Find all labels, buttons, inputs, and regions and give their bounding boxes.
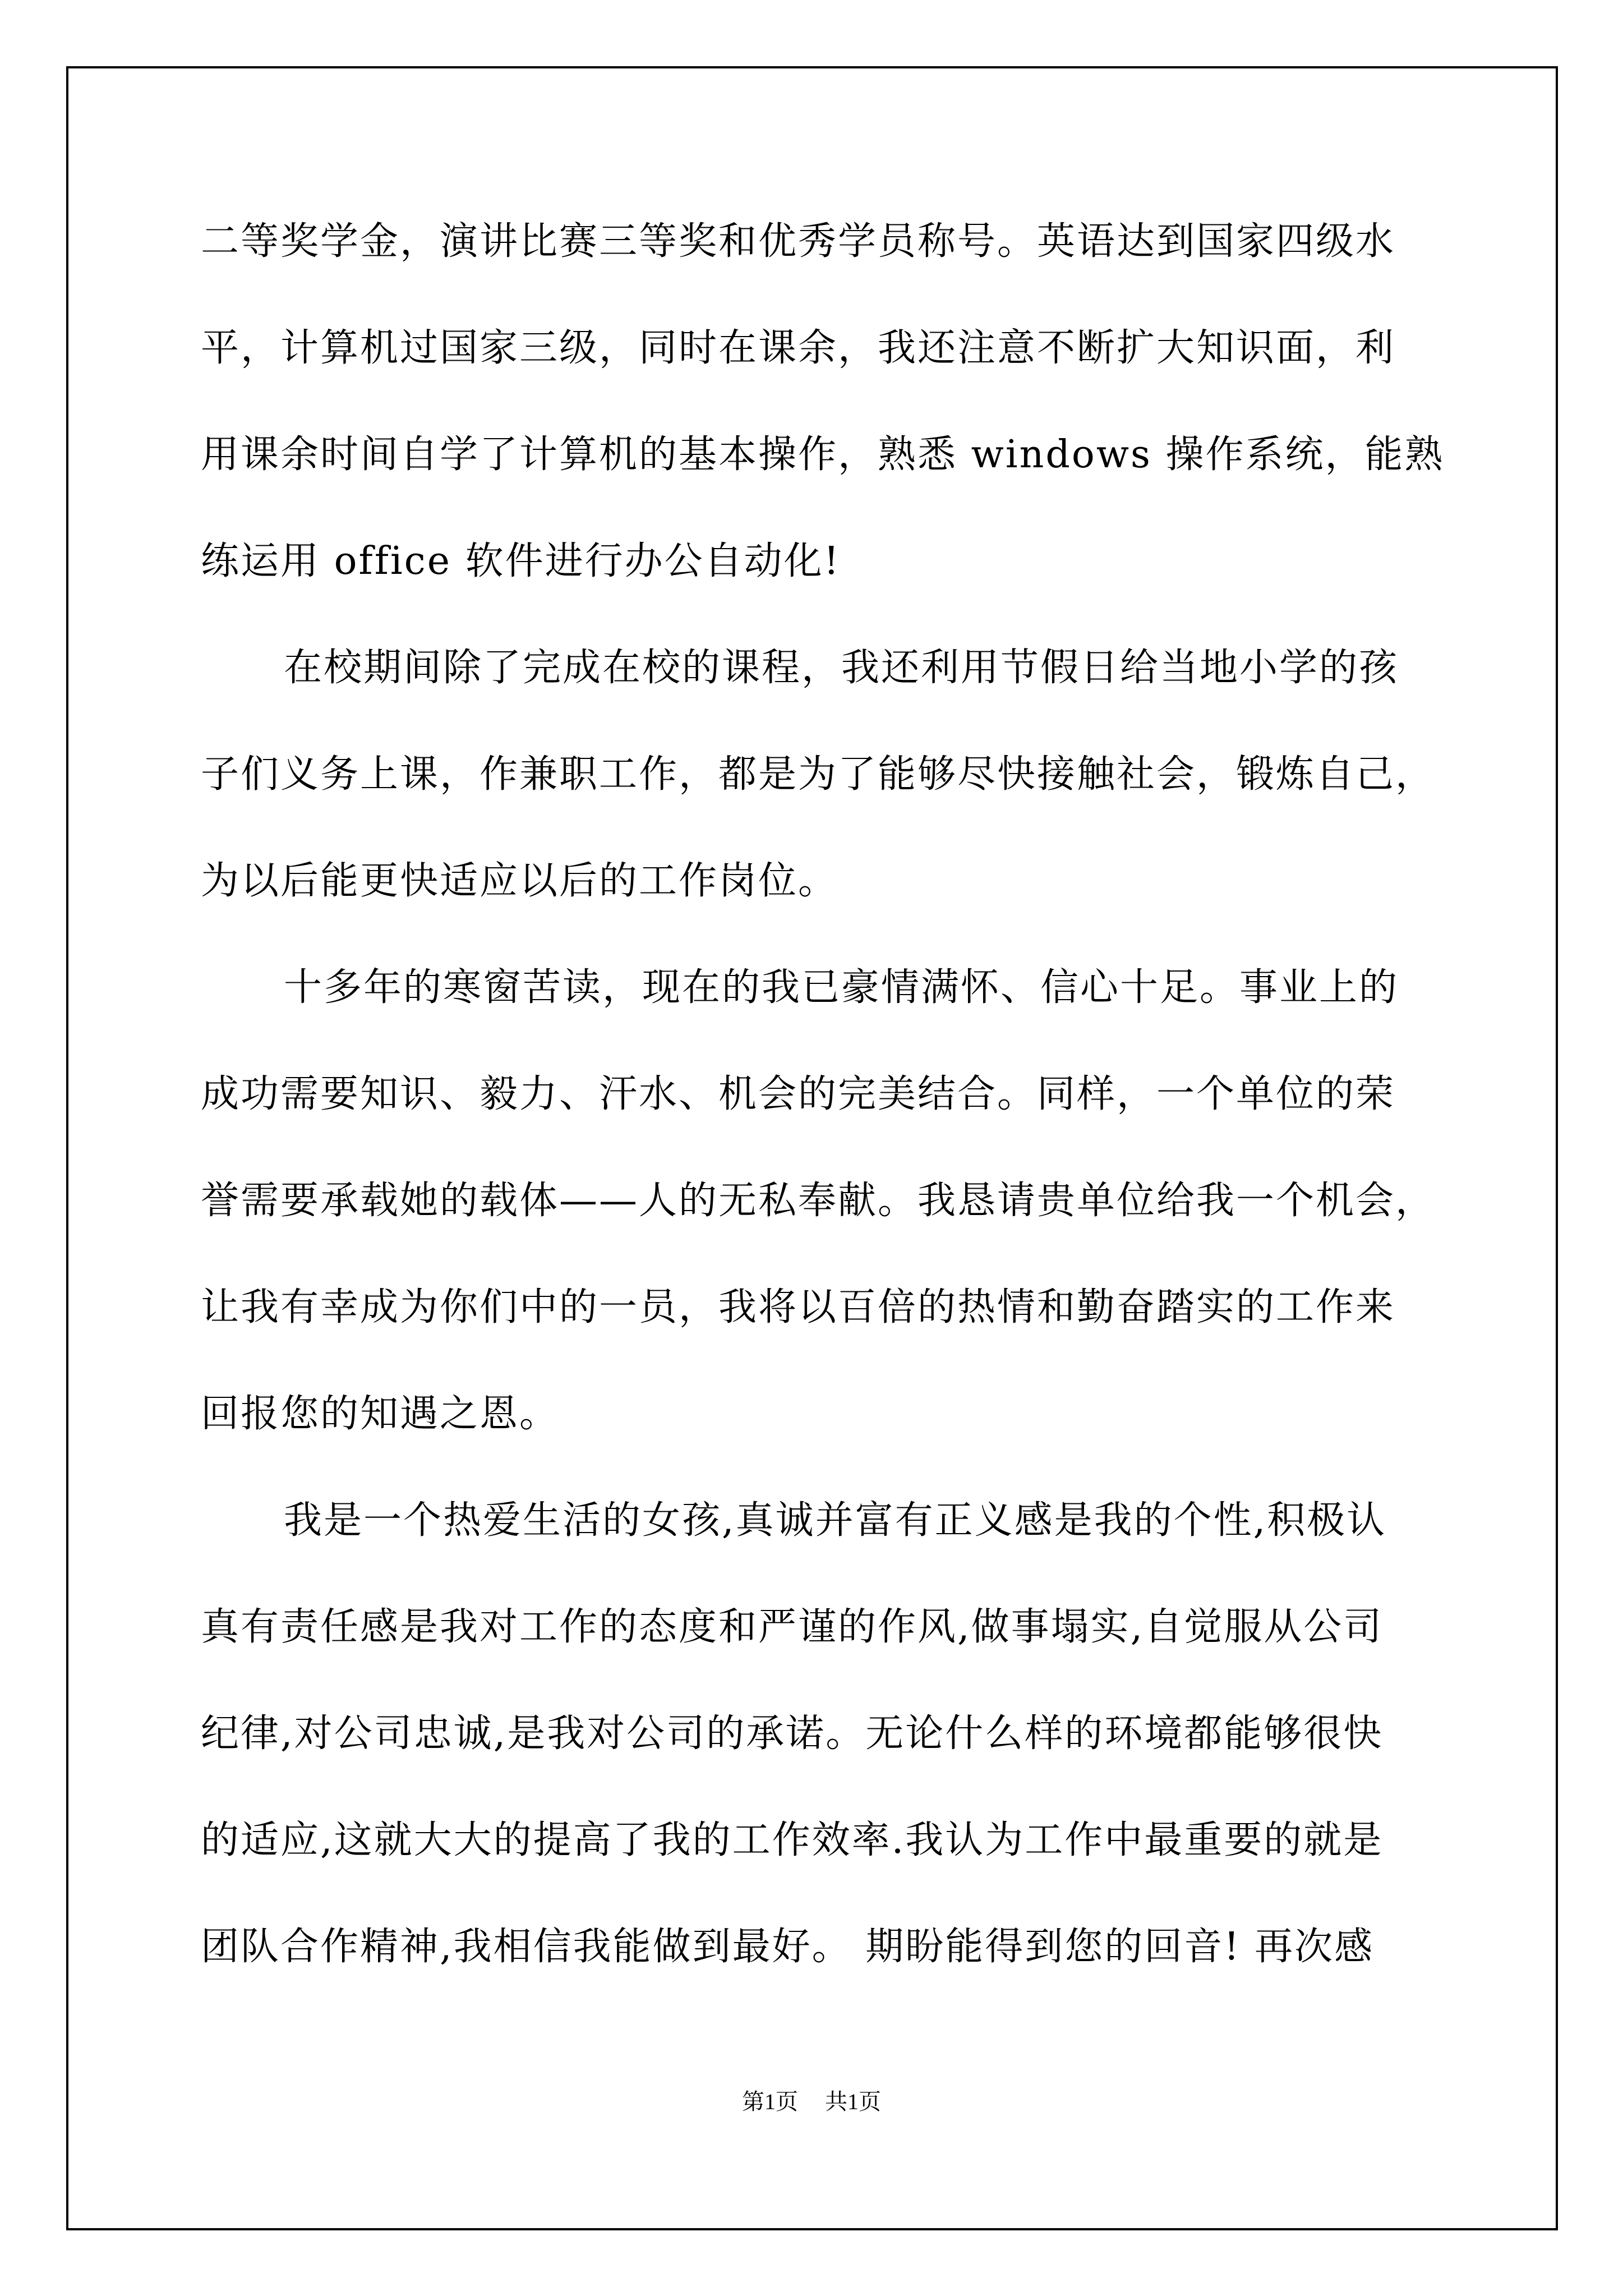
- text-line: 用课余时间自学了计算机的基本操作，熟悉 windows 操作系统，能熟: [201, 432, 1445, 477]
- text-line: 二等奖学金，演讲比赛三等奖和优秀学员称号。英语达到国家四级水: [201, 219, 1396, 264]
- text-line: 团队合作精神,我相信我能做到最好。 期盼能得到您的回音! 再次感: [201, 1925, 1375, 1969]
- page-total: 共1页: [825, 2089, 881, 2114]
- paragraph-first-line: 我是一个热爱生活的女孩,真诚并富有正义感是我的个性,积极认: [284, 1498, 1387, 1543]
- paragraph-first-line: 十多年的寒窗苦读，现在的我已豪情满怀、信心十足。事业上的: [284, 965, 1399, 1010]
- text-line: 的适应,这就大大的提高了我的工作效率.我认为工作中最重要的就是: [201, 1818, 1384, 1862]
- paragraph-first-line: 在校期间除了完成在校的课程，我还利用节假日给当地小学的孩: [284, 646, 1399, 690]
- text-line: 誉需要承载她的载体——人的无私奉献。我恳请贵单位给我一个机会，: [201, 1179, 1436, 1223]
- text-line: 真有责任感是我对工作的态度和严谨的作风,做事塌实,自觉服从公司: [201, 1605, 1384, 1649]
- text-line: 纪律,对公司忠诚,是我对公司的承诺。无论什么样的环境都能够很快: [201, 1711, 1384, 1756]
- text-line: 回报您的知遇之恩。: [201, 1392, 560, 1436]
- page-number: 第1页: [742, 2089, 798, 2114]
- text-line: 为以后能更快适应以后的工作岗位。: [201, 859, 838, 903]
- text-line: 成功需要知识、毅力、汗水、机会的完美结合。同样，一个单位的荣: [201, 1072, 1396, 1116]
- text-line: 子们义务上课，作兼职工作，都是为了能够尽快接触社会，锻炼自己，: [201, 752, 1436, 797]
- document-body: [201, 215, 1445, 2027]
- text-line: 平，计算机过国家三级，同时在课余，我还注意不断扩大知识面，利: [201, 326, 1396, 370]
- text-line: 让我有幸成为你们中的一员，我将以百倍的热情和勤奋踏实的工作来: [201, 1285, 1396, 1329]
- page-footer: [0, 2087, 1623, 2117]
- text-line: 练运用 office 软件进行办公自动化!: [201, 539, 841, 583]
